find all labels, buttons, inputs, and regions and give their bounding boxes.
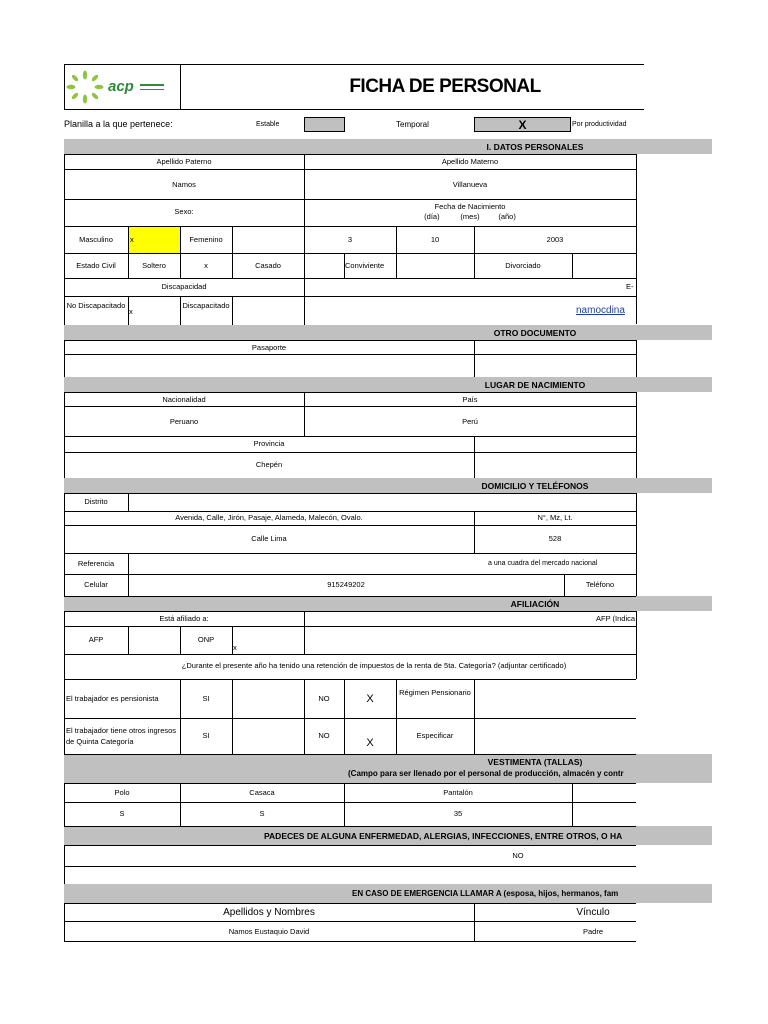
enfermedad-value[interactable]: NO <box>512 851 524 860</box>
especificar-label: Especificar <box>416 731 454 740</box>
section-emergencia: EN CASO DE EMERGENCIA LLAMAR A (esposa, hijos, hermanos, fam <box>352 889 619 898</box>
estable-box[interactable] <box>304 117 345 132</box>
direccion-label: Avenida, Calle, Jirón, Pasaje, Alameda, Malecón, Ovalo. <box>175 513 363 522</box>
masculino-check[interactable] <box>129 227 180 253</box>
productividad-label: Por productividad <box>572 121 627 128</box>
numero-label: N°, Mz, Lt. <box>537 513 573 522</box>
pasaporte-label: Pasaporte <box>251 343 287 352</box>
soltero-mark[interactable]: x <box>204 261 208 270</box>
no-discapacitado-label: No Discapacitado <box>66 301 126 310</box>
direccion-value[interactable]: Calle Lima <box>251 534 287 543</box>
afiliado-label: Está afiliado a: <box>159 614 209 623</box>
discapacidad-label: Discapacidad <box>161 282 207 291</box>
sunburst-icon <box>66 70 104 104</box>
provincia-value[interactable]: Chepén <box>255 460 283 469</box>
dia-value[interactable]: 3 <box>347 235 353 244</box>
planilla-label: Planilla a la que pertenece: <box>64 119 173 129</box>
polo-value[interactable]: S <box>119 809 125 818</box>
vestimenta-subtitle: (Campo para ser llenado por el personal de producción, almacén y contr <box>348 769 624 778</box>
otros-si[interactable]: SI <box>202 731 210 740</box>
femenino-label: Femenino <box>189 235 223 244</box>
email-label: E- <box>626 282 634 291</box>
celular-label: Celular <box>84 580 108 589</box>
casaca-label: Casaca <box>249 788 275 797</box>
apellido-materno-value[interactable]: Villanueva <box>452 180 488 189</box>
nacionalidad-value[interactable]: Peruano <box>169 417 199 426</box>
section-lugar-nacimiento: LUGAR DE NACIMIENTO <box>484 380 586 390</box>
soltero-label: Soltero <box>142 261 166 270</box>
email-value[interactable] <box>576 305 636 317</box>
otros-mark[interactable]: X <box>366 737 374 749</box>
estado-civil-label: Estado Civil <box>76 261 116 270</box>
celular-value[interactable]: 915249202 <box>327 580 365 589</box>
pensionista-no[interactable]: NO <box>318 694 330 703</box>
page-title: FICHA DE PERSONAL <box>349 76 541 97</box>
temporal-mark: X <box>518 118 527 132</box>
pantalon-label: Pantalón <box>443 788 473 797</box>
afp-label: AFP <box>88 635 104 644</box>
telefono-label: Teléfono <box>585 580 615 589</box>
referencia-label: Referencia <box>77 559 115 568</box>
section-otro-documento: OTRO DOCUMENTO <box>493 328 577 338</box>
pensionista-si[interactable]: SI <box>202 694 210 703</box>
apellidos-nombres-label: Apellidos y Nombres <box>223 907 315 918</box>
apellido-materno-label: Apellido Materno <box>441 157 499 166</box>
section-vestimenta: VESTIMENTA (TALLAS) <box>487 757 583 767</box>
logo <box>66 70 176 104</box>
section-afiliacion: AFILIACIÓN <box>510 599 560 609</box>
emergencia-vinculo[interactable]: Padre <box>582 927 603 936</box>
logo-text: acp <box>108 78 134 95</box>
distrito-label: Distrito <box>84 497 108 506</box>
section-datos-personales: I. DATOS PERSONALES <box>486 142 584 152</box>
polo-label: Polo <box>114 788 130 797</box>
provincia-label: Provincia <box>253 439 285 448</box>
regimen-label: Régimen Pensionario <box>399 688 471 697</box>
referencia-value[interactable]: a una cuadra del mercado nacional <box>488 560 598 567</box>
otros-no[interactable]: NO <box>318 731 330 740</box>
onp-label: ONP <box>197 635 215 644</box>
vinculo-label: Vínculo <box>576 907 610 918</box>
casaca-value[interactable]: S <box>259 809 265 818</box>
discapacitado-label: Discapacitado <box>182 301 230 310</box>
pais-value[interactable]: Perú <box>462 417 478 426</box>
masculino-mark: x <box>130 235 134 244</box>
pensionista-mark[interactable]: X <box>366 693 374 705</box>
fecha-nacimiento-label: Fecha de Nacimiento <box>434 202 506 211</box>
email-link[interactable]: namocdina <box>576 305 625 316</box>
divorciado-label: Divorciado <box>505 261 541 270</box>
onp-mark[interactable]: x <box>233 643 237 652</box>
conviviente-label: Conviviente <box>345 261 385 270</box>
anio-value[interactable]: 2003 <box>546 235 564 244</box>
no-discapacitado-mark[interactable]: x <box>129 307 133 316</box>
nacionalidad-label: Nacionalidad <box>162 395 206 404</box>
pantalon-value[interactable]: 35 <box>453 809 463 818</box>
afp-indica-label: AFP (Indica <box>596 614 636 623</box>
estable-label: Estable <box>256 121 280 128</box>
masculino-label: Masculino <box>79 235 113 244</box>
casado-label: Casado <box>255 261 281 270</box>
fecha-nacimiento-sub: (día) (mes) (año) <box>424 212 516 221</box>
apellido-paterno-label: Apellido Paterno <box>156 157 212 166</box>
section-enfermedad: PADECES DE ALGUNA ENFERMEDAD, ALERGIAS, INFECCIONES, ENTRE OTROS, O HA <box>264 831 623 841</box>
pensionista-label: El trabajador es pensionista <box>66 694 159 703</box>
sexo-label: Sexo: <box>174 207 194 216</box>
apellido-paterno-value[interactable]: Namos <box>172 180 196 189</box>
numero-value[interactable]: 528 <box>548 534 562 543</box>
otros-ingresos-label: El trabajador tiene otros ingresos de Quinta Categoría <box>66 726 177 746</box>
pais-label: País <box>462 395 478 404</box>
mes-value[interactable]: 10 <box>430 235 440 244</box>
section-domicilio: DOMICILIO Y TELÉFONOS <box>481 481 589 491</box>
emergencia-nombre[interactable]: Namos Eustaquio David <box>228 927 310 936</box>
temporal-label: Temporal <box>396 120 429 129</box>
retencion-question: ¿Durante el presente año ha tenido una retención de impuestos de la renta de 5ta. Categoría? (adjuntar certificado) <box>181 661 567 670</box>
